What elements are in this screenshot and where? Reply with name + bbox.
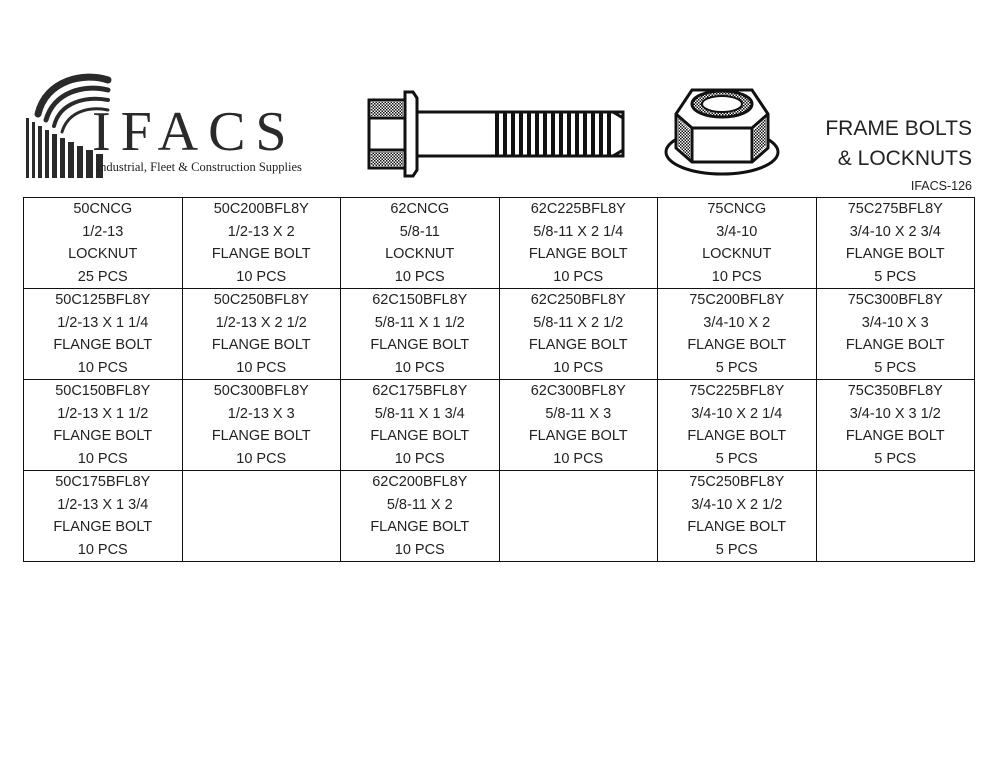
part-number: 62C175BFL8Y: [372, 383, 468, 399]
quantity: 10 PCS: [394, 450, 445, 467]
part-cell: [499, 198, 658, 289]
part-cell: [24, 198, 183, 289]
part-number: [500, 471, 658, 494]
part-cell: [816, 380, 975, 471]
part-type: FLANGE BOLT: [845, 337, 945, 353]
quantity: 10 PCS: [394, 268, 445, 285]
parts-grid-body: [24, 198, 975, 562]
part-number: 75C275BFL8Y: [847, 201, 943, 217]
thread-size: 3/4-10 X 2: [703, 314, 771, 331]
part-number: 50C300BFL8Y: [213, 383, 309, 399]
grid-row: [24, 471, 975, 562]
part-number: 62C250BFL8Y: [530, 292, 626, 308]
part-number: 50C200BFL8Y: [213, 201, 309, 217]
part-number: 75C225BFL8Y: [689, 383, 785, 399]
document-code: IFACS-126: [910, 179, 972, 193]
part-number: 50C125BFL8Y: [55, 292, 151, 308]
thread-size: [183, 494, 341, 517]
part-number: 50C175BFL8Y: [55, 474, 151, 490]
part-type: LOCKNUT: [68, 246, 138, 262]
quantity: 10 PCS: [711, 268, 762, 285]
part-cell: [658, 198, 817, 289]
quantity: 10 PCS: [77, 541, 128, 558]
part-number: 50C250BFL8Y: [213, 292, 309, 308]
part-type: FLANGE BOLT: [53, 337, 153, 353]
part-cell: [182, 289, 341, 380]
part-cell: [816, 198, 975, 289]
thread-size: 3/4-10 X 2 3/4: [849, 223, 941, 240]
quantity: 10 PCS: [236, 359, 287, 376]
empty-cell: [816, 471, 975, 562]
part-number: 50CNCG: [73, 201, 133, 217]
part-type: [183, 516, 341, 539]
quantity: 10 PCS: [553, 450, 604, 467]
thread-size: 1/2-13 X 1 3/4: [57, 496, 149, 513]
part-number: 75C250BFL8Y: [689, 474, 785, 490]
part-number: 75C350BFL8Y: [847, 383, 943, 399]
part-type: LOCKNUT: [702, 246, 772, 262]
logo-tagline: Industrial, Fleet & Construction Supplies: [96, 160, 302, 174]
part-number: [183, 471, 341, 494]
thread-size: 1/2-13 X 1 1/2: [57, 405, 149, 422]
quantity: 5 PCS: [874, 450, 917, 467]
part-cell: [816, 289, 975, 380]
part-cell: [341, 380, 500, 471]
thread-size: 5/8-11 X 1 1/2: [374, 314, 465, 331]
part-type: FLANGE BOLT: [370, 337, 470, 353]
empty-cell: [182, 471, 341, 562]
grid-row: [24, 380, 975, 471]
document-title: [825, 114, 972, 174]
empty-cell: [499, 471, 658, 562]
part-cell: [341, 198, 500, 289]
logo-wordmark: IFACS: [92, 101, 297, 163]
thread-size: 5/8-11: [399, 223, 440, 240]
part-type: FLANGE BOLT: [528, 246, 628, 262]
part-cell: [24, 380, 183, 471]
quantity: [183, 539, 341, 562]
part-type: FLANGE BOLT: [687, 337, 787, 353]
thread-size: 3/4-10 X 3: [861, 314, 929, 331]
part-type: FLANGE BOLT: [211, 246, 311, 262]
part-number: [817, 471, 975, 494]
flange-bolt-image: [365, 88, 627, 185]
quantity: 10 PCS: [394, 359, 445, 376]
quantity: 5 PCS: [874, 359, 917, 376]
part-type: FLANGE BOLT: [687, 519, 787, 535]
quantity: 10 PCS: [553, 268, 604, 285]
part-type: FLANGE BOLT: [687, 428, 787, 444]
part-number: 62C150BFL8Y: [372, 292, 468, 308]
part-type: FLANGE BOLT: [370, 428, 470, 444]
quantity: 10 PCS: [77, 359, 128, 376]
part-type: FLANGE BOLT: [845, 428, 945, 444]
locknut-image: [662, 78, 782, 189]
quantity: 25 PCS: [77, 268, 128, 285]
part-type: FLANGE BOLT: [528, 337, 628, 353]
thread-size: 1/2-13 X 1 1/4: [57, 314, 149, 331]
part-number: 50C150BFL8Y: [55, 383, 151, 399]
grid-row: [24, 289, 975, 380]
thread-size: 5/8-11 X 2 1/4: [533, 223, 624, 240]
part-number: 75CNCG: [707, 201, 767, 217]
thread-size: 1/2-13 X 2 1/2: [215, 314, 307, 331]
part-cell: [24, 471, 183, 562]
thread-size: 5/8-11 X 2: [386, 496, 453, 513]
part-number: 62C225BFL8Y: [530, 201, 626, 217]
quantity: 5 PCS: [715, 359, 758, 376]
parts-grid: [23, 197, 975, 562]
part-type: FLANGE BOLT: [528, 428, 628, 444]
quantity: 10 PCS: [553, 359, 604, 376]
quantity: 10 PCS: [77, 450, 128, 467]
part-cell: [24, 289, 183, 380]
thread-size: [817, 494, 975, 517]
quantity: 5 PCS: [715, 541, 758, 558]
part-number: 62CNCG: [390, 201, 450, 217]
thread-size: 3/4-10: [716, 223, 758, 240]
thread-size: 3/4-10 X 2 1/2: [691, 496, 783, 513]
quantity: 10 PCS: [236, 268, 287, 285]
title-line-2: & LOCKNUTS: [837, 147, 972, 170]
part-number: 62C300BFL8Y: [530, 383, 626, 399]
thread-size: 3/4-10 X 2 1/4: [691, 405, 783, 422]
part-type: FLANGE BOLT: [845, 246, 945, 262]
thread-size: 1/2-13 X 3: [227, 405, 295, 422]
grid-row: [24, 198, 975, 289]
thread-size: 1/2-13: [82, 223, 124, 240]
quantity: 5 PCS: [715, 450, 758, 467]
part-number: 75C300BFL8Y: [847, 292, 943, 308]
part-cell: [182, 380, 341, 471]
part-type: LOCKNUT: [385, 246, 455, 262]
flange-bolt-icon: [365, 88, 627, 180]
part-type: [500, 516, 658, 539]
quantity: 5 PCS: [874, 268, 917, 285]
thread-size: 5/8-11 X 2 1/2: [533, 314, 624, 331]
flange-locknut-icon: [662, 78, 782, 184]
part-cell: [658, 471, 817, 562]
part-cell: [658, 380, 817, 471]
quantity: [817, 539, 975, 562]
thread-size: 5/8-11 X 3: [545, 405, 612, 422]
thread-size: 1/2-13 X 2: [227, 223, 295, 240]
part-cell: [341, 289, 500, 380]
part-type: FLANGE BOLT: [53, 428, 153, 444]
part-type: FLANGE BOLT: [370, 519, 470, 535]
part-type: FLANGE BOLT: [211, 337, 311, 353]
thread-size: 5/8-11 X 1 3/4: [374, 405, 465, 422]
part-number: 62C200BFL8Y: [372, 474, 468, 490]
part-cell: [499, 289, 658, 380]
part-cell: [658, 289, 817, 380]
title-line-1: FRAME BOLTS: [825, 117, 972, 140]
part-type: FLANGE BOLT: [53, 519, 153, 535]
part-type: [817, 516, 975, 539]
part-cell: [499, 380, 658, 471]
part-cell: [182, 198, 341, 289]
quantity: 10 PCS: [236, 450, 287, 467]
part-type: FLANGE BOLT: [211, 428, 311, 444]
part-number: 75C200BFL8Y: [689, 292, 785, 308]
thread-size: [500, 494, 658, 517]
quantity: 10 PCS: [394, 541, 445, 558]
quantity: [500, 539, 658, 562]
thread-size: 3/4-10 X 3 1/2: [849, 405, 941, 422]
part-cell: [341, 471, 500, 562]
